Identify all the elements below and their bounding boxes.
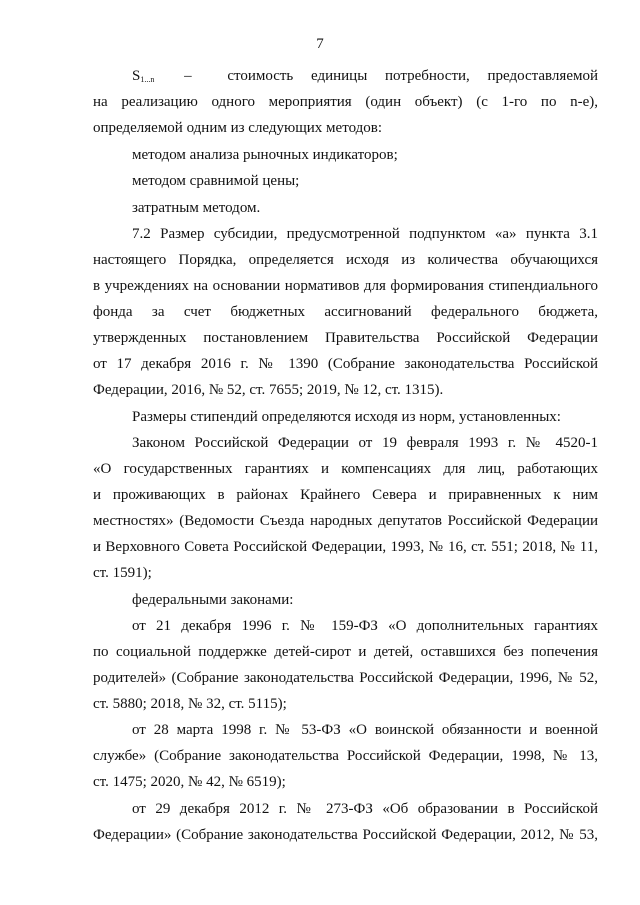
text-line: от 17 декабря 2016 г. № 1390 (Собрание законодательства Российской (93, 356, 598, 372)
text-line: Федерации, 2016, № 52, ст. 7655; 2019, № 12, ст. 1315). (93, 382, 444, 398)
text-line: настоящего Порядка, определяется исходя из количества обучающихся (93, 252, 598, 268)
text-line: на реализацию одного мероприятия (один объект) (с 1-го по n-е), (93, 94, 598, 110)
paragraph-start: от 28 марта 1998 г. № 53-ФЗ «О воинской обязанности и военной (132, 722, 598, 738)
page-number: 7 (316, 36, 324, 52)
definition-text: стоимость единицы потребности, предоставляемой (227, 68, 598, 84)
text-line: фонда за счет бюджетных ассигнований федерального бюджета, (93, 304, 598, 320)
paragraph-start: от 21 декабря 1996 г. № 159-ФЗ «О дополнительных гарантиях (132, 618, 598, 634)
text-line: по социальной поддержке детей-сирот и детей, оставшихся без попечения (93, 644, 598, 660)
paragraph-start: Законом Российской Федерации от 19 февраля 1993 г. № 4520-1 (132, 435, 598, 451)
text-line: ст. 1475; 2020, № 42, № 6519); (93, 774, 286, 790)
text-line: и проживающих в районах Крайнего Севера и приравненных к ним (93, 487, 598, 503)
text-line: утвержденных постановлением Правительства Российской Федерации (93, 330, 598, 346)
text-line: ст. 1591); (93, 565, 152, 581)
text-line: местностях» (Ведомости Съезда народных депутатов Российской Федерации (93, 513, 598, 529)
text-line: родителей» (Собрание законодательства Российской Федерации, 1996, № 52, (93, 670, 598, 686)
definition-dash: – (184, 68, 192, 84)
text-line: в учреждениях на основании нормативов для формирования стипендиального (93, 278, 598, 294)
paragraph-start: федеральными законами: (132, 592, 294, 608)
paragraph-start: от 29 декабря 2012 г. № 273-ФЗ «Об образовании в Российской (132, 801, 598, 817)
text-line: службе» (Собрание законодательства Российской Федерации, 1998, № 13, (93, 748, 598, 764)
definition-line (132, 67, 598, 89)
text-line: ст. 5880; 2018, № 32, ст. 5115); (93, 696, 287, 712)
paragraph-start: 7.2 Размер субсидии, предусмотренной подпунктом «а» пункта 3.1 (132, 226, 598, 242)
text-line: и Верховного Совета Российской Федерации, 1993, № 16, ст. 551; 2018, № 11, (93, 539, 598, 555)
symbol-s: S (132, 68, 141, 84)
symbol-subscript: 1...n (140, 75, 155, 84)
text-line: Федерации» (Собрание законодательства Российской Федерации, 2012, № 53, (93, 827, 598, 843)
method-item: затратным методом. (132, 200, 261, 216)
text-line: определяемой одним из следующих методов: (93, 120, 383, 136)
method-item: методом сравнимой цены; (132, 173, 300, 189)
text-line: «О государственных гарантиях и компенсациях для лиц, работающих (93, 461, 598, 477)
method-item: методом анализа рыночных индикаторов; (132, 147, 398, 163)
paragraph-start: Размеры стипендий определяются исходя из норм, установленных: (132, 409, 561, 425)
